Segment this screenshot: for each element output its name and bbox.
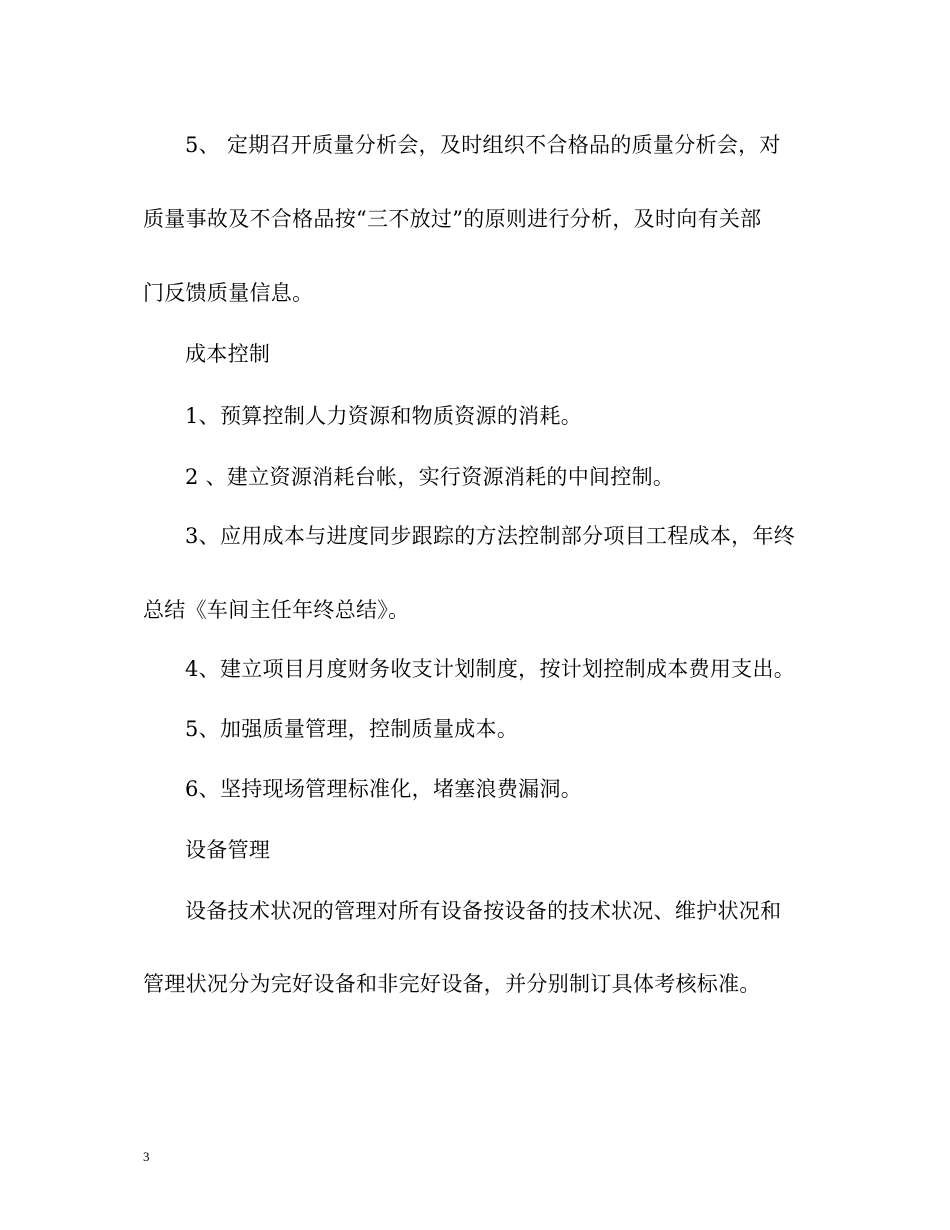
- list-item-cost-4: 4、建立项目月度财务收支计划制度，按计划控制成本费用支出。: [185, 657, 796, 681]
- list-item-cost-1: 1、预算控制人力资源和物质资源的消耗。: [185, 404, 583, 428]
- page-number: 3: [143, 1149, 150, 1164]
- paragraph-line-quality-meeting: 5、 定期召开质量分析会，及时组织不合格品的质量分析会，对: [185, 133, 781, 157]
- paragraph-line-equipment-cont: 管理状况分为完好设备和非完好设备，并分别制订具体考核标准。: [143, 972, 761, 996]
- paragraph-line-quality-meeting-end: 门反馈质量信息。: [143, 281, 314, 305]
- list-item-cost-5: 5、加强质量管理，控制质量成本。: [185, 717, 519, 741]
- list-item-cost-2: 2 、建立资源消耗台帐，实行资源消耗的中间控制。: [185, 465, 675, 489]
- list-item-cost-3: 3、应用成本与进度同步跟踪的方法控制部分项目工程成本，年终: [185, 524, 796, 548]
- paragraph-line-equipment: 设备技术状况的管理对所有设备按设备的技术状况、维护状况和: [185, 899, 782, 923]
- list-item-cost-3-cont: 总结《车间主任年终总结》。: [143, 598, 410, 622]
- section-heading-equipment: 设备管理: [185, 838, 271, 862]
- section-heading-cost-control: 成本控制: [185, 342, 271, 366]
- list-item-cost-6: 6、坚持现场管理标准化，堵塞浪费漏洞。: [185, 777, 583, 801]
- paragraph-line-quality-meeting-cont: 质量事故及不合格品按“三不放过”的原则进行分析，及时向有关部: [143, 207, 762, 231]
